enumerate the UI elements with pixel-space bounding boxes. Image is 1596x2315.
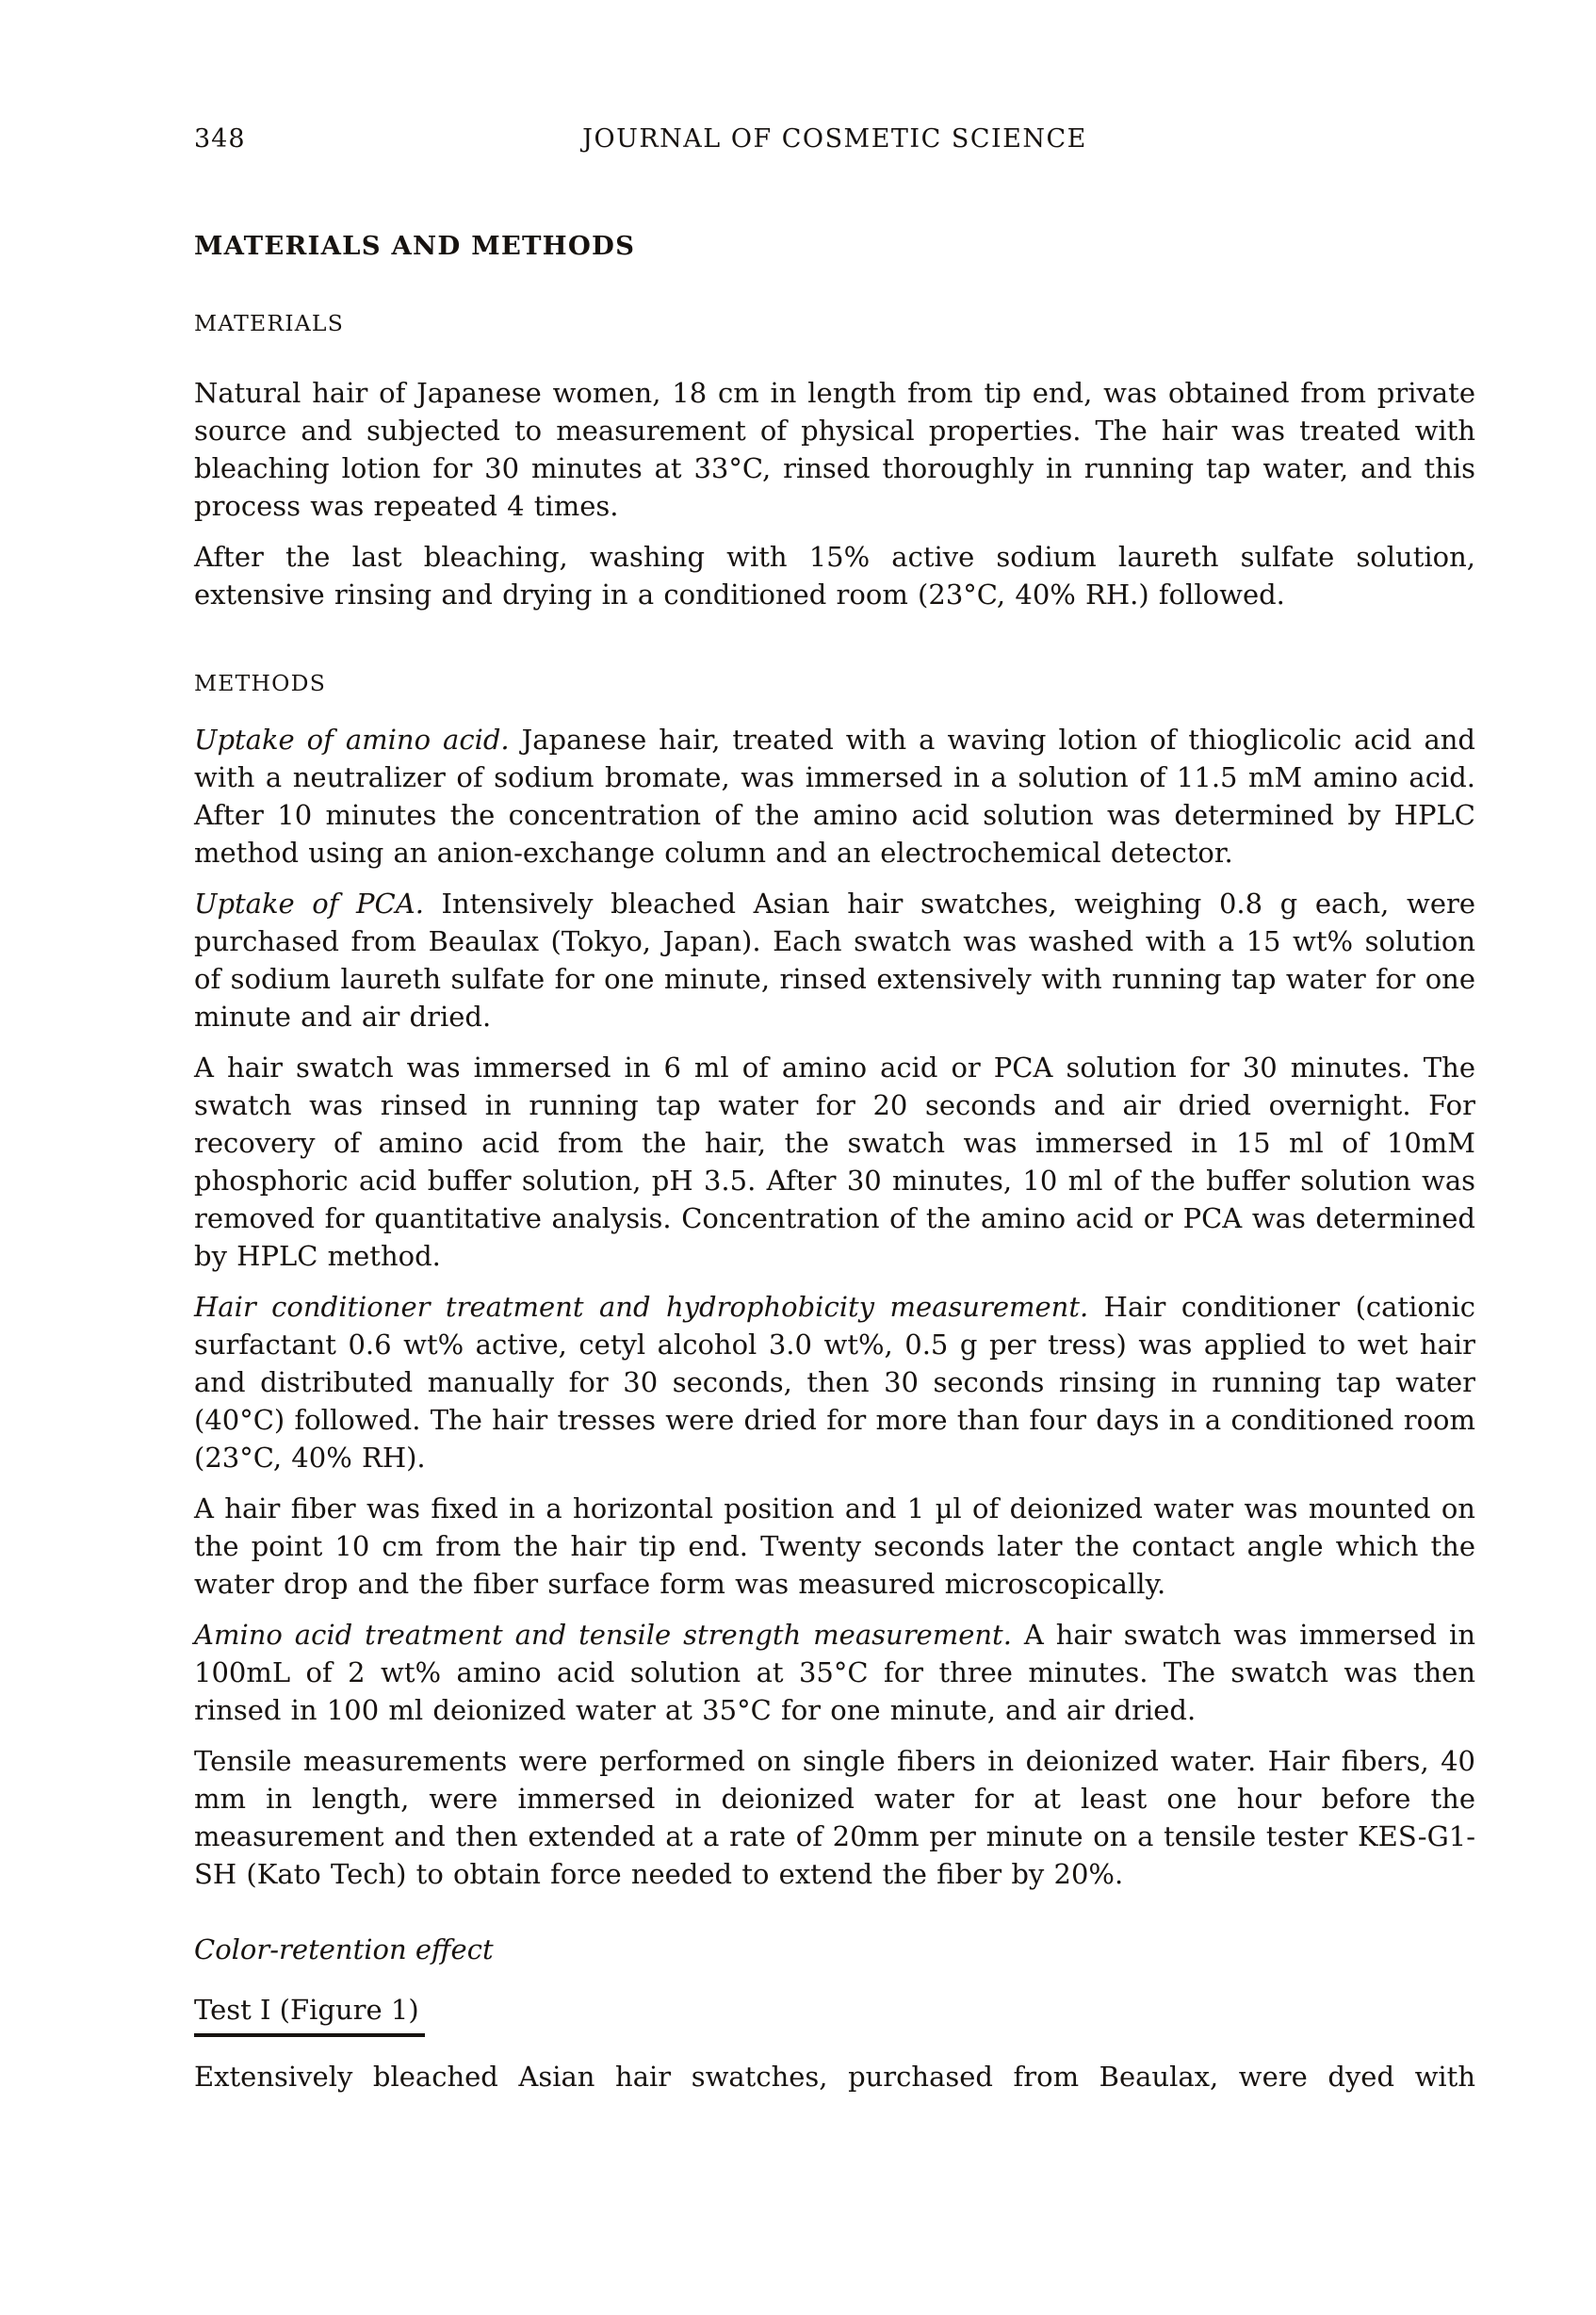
subheading-color-retention-effect: Color-retention effect [194, 1933, 494, 1965]
methods-paragraph-uptake-pca [194, 885, 1475, 1035]
running-header [194, 124, 1475, 154]
methods-paragraph-uptake-amino-acid [194, 721, 1475, 872]
paragraph-text: Japanese hair, treated with a waving lotion of thioglicolic acid and with a neutralizer of sodium bromate, was immersed in a solution of 11.5 mM amino acid. After 10 minutes the concentration of the amino acid solution was determined by HPLC method using an anion-exchange column and an electrochemical detector. [194, 724, 1475, 869]
paragraph-text: Tensile measurements were performed on single fibers in deionized water. Hair fibers, 40 mm in length, were immersed in deionized water for at least one hour before the measurement and then extended at a rate of 20mm per minute on a tensile tester KES-G1-SH (Kato Tech) to obtain force needed to extend the fiber by 20%. [194, 1745, 1475, 1890]
heading-test-1-text: Test I (Figure 1) [194, 1991, 425, 2037]
heading-test-1 [194, 1991, 1475, 2037]
paragraph-lead-in: Hair conditioner treatment and hydrophobicity measurement. [194, 1291, 1089, 1323]
methods-paragraph-contact-angle [194, 1490, 1475, 1603]
paragraph-lead-in: Uptake of PCA. [194, 888, 424, 920]
paragraph-text: Intensively bleached Asian hair swatches, weighing 0.8 g each, were purchased from Beaulax (Tokyo, Japan). Each swatch was washed with a 15 wt% solution of sodium laureth sulfate for one minute, rinsed extensively with running tap water for one minute and air dried. [194, 888, 1475, 1033]
journal-title: JOURNAL OF COSMETIC SCIENCE [582, 124, 1087, 154]
paragraph-lead-in: Uptake of amino acid. [194, 724, 510, 756]
page-number: 348 [194, 124, 246, 154]
methods-paragraph-hair-swatch-immersion [194, 1049, 1475, 1275]
paragraph-lead-in: Amino acid treatment and tensile strength measurement. [194, 1619, 1012, 1651]
paragraph-text: Hair conditioner (cationic surfactant 0.6 wt% active, cetyl alcohol 3.0 wt%, 0.5 g per tress) was applied to wet hair and distributed manually for 30 seconds, then 30 seconds rinsing in running tap water (40°C) followed. The hair tresses were dried for more than four days in a conditioned room (23°C, 40% RH). [194, 1291, 1476, 1474]
methods-paragraph-tensile-measurement [194, 1742, 1475, 1893]
closing-paragraph: Extensively bleached Asian hair swatches, purchased from Beaulax, were dyed with [194, 2061, 1475, 2093]
section-heading-materials-and-methods: MATERIALS AND METHODS [194, 231, 636, 261]
methods-paragraph-conditioner-hydrophobicity [194, 1288, 1475, 1476]
paragraph-text: A hair swatch was immersed in 6 ml of amino acid or PCA solution for 30 minutes. The swatch was rinsed in running tap water for 20 seconds and air dried overnight. For recovery of amino acid from the hair, the swatch was immersed in 15 ml of 10mM phosphoric acid buffer solution, pH 3.5. After 30 minutes, 10 ml of the buffer solution was removed for quantitative analysis. Concentration of the amino acid or PCA was determined by HPLC method. [194, 1052, 1475, 1272]
subsection-label-materials: MATERIALS [194, 310, 345, 336]
materials-paragraph-2: After the last bleaching, washing with 15% active sodium laureth sulfate solution, extensive rinsing and drying in a conditioned room (23°C, 40% RH.) followed. [194, 541, 1475, 611]
materials-paragraph-1: Natural hair of Japanese women, 18 cm in length from tip end, was obtained from private source and subjected to measurement of physical properties. The hair was treated with bleaching lotion for 30 minutes at 33°C, rinsed thoroughly in running tap water, and this process was repeated 4 times. [194, 377, 1475, 522]
methods-paragraph-tensile-treatment [194, 1616, 1475, 1729]
paragraph-text: A hair fiber was fixed in a horizontal position and 1 µl of deionized water was mounted on the point 10 cm from the hair tip end. Twenty seconds later the contact angle which the water drop and the fiber surface form was measured microscopically. [194, 1492, 1475, 1600]
paragraph-text: A hair swatch was immersed in 100mL of 2 wt% amino acid solution at 35°C for three minutes. The swatch was then rinsed in 100 ml deionized water at 35°C for one minute, and air dried. [194, 1619, 1475, 1726]
subsection-label-methods: METHODS [194, 670, 326, 696]
